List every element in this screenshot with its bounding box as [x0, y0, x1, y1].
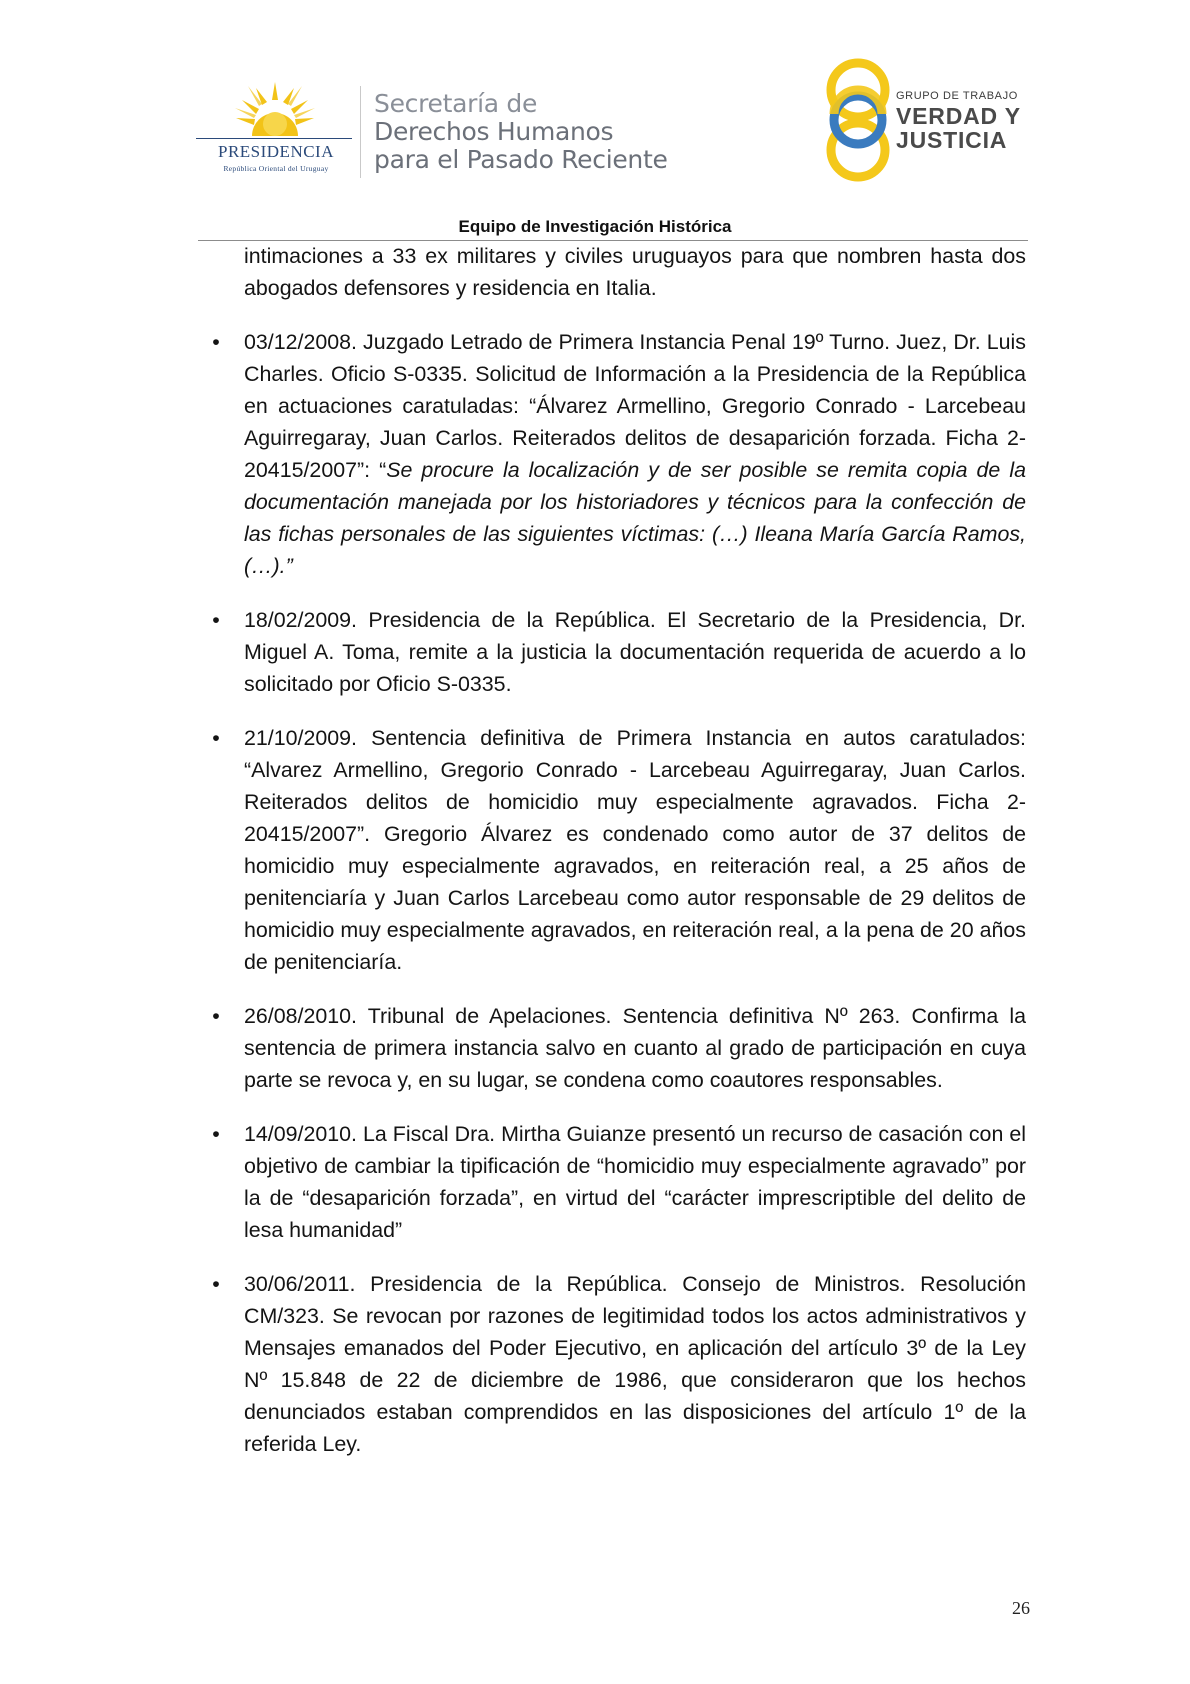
interlocked-rings-icon: [822, 56, 894, 184]
secretaria-line-2: Derechos Humanos: [374, 117, 614, 146]
bullet: •: [212, 1122, 220, 1146]
document-body: [212, 240, 1026, 1460]
presidencia-subtitle: República Oriental del Uruguay: [223, 164, 329, 173]
list-item-plain-text: 03/12/2008. Juzgado Letrado de Primera Instancia Penal 19º Turno. Juez, Dr. Luis Charles. Oficio S-0335. Solicitud de Información a la Presidencia de la República en actuaciones caratuladas: “Álvarez Armellino, Gregorio Conrado - Larcebeau Aguirregaray, Juan Carlos. Reiterados delitos de desaparición forzada. Ficha 2-20415/2007”: “: [244, 330, 1026, 482]
page-number: 26: [1012, 1598, 1030, 1618]
presidencia-title: PRESIDENCIA: [217, 142, 334, 161]
bullet: •: [212, 330, 220, 354]
list-item-text: 30/06/2011. Presidencia de la República. Consejo de Ministros. Resolución CM/323. Se revocan por razones de legitimidad todos los actos administrativos y Mensajes emanados del Poder Ejecutivo, en aplicación del artículo 3º de la Ley Nº 15.848 de 22 de diciembre de 1986, que consideraron que los hechos denunciados estaban comprendidos en las disposiciones del artículo 1º de la referida Ley.: [244, 1272, 1026, 1456]
grupo-label: GRUPO DE TRABAJO: [896, 90, 1018, 102]
bullet: •: [212, 726, 220, 750]
presidencia-rule: [196, 138, 352, 139]
list-item-text: 26/08/2010. Tribunal de Apelaciones. Sentencia definitiva Nº 263. Confirma la sentencia de primera instancia salvo en cuanto al grado de participación en cuya parte se revoca y, en su lugar, se condena como coautores responsables.: [244, 1004, 1026, 1092]
logo-divider: [360, 86, 361, 178]
list-item: [212, 1000, 1026, 1096]
list-item-quote: Se procure la localización y de ser posible se remita copia de la documentación manejada por los historiadores y técnicos para la confección de las fichas personales de las siguientes víctimas: (…) Ileana María García Ramos, (…).”: [244, 458, 1026, 578]
bullet: •: [212, 1004, 220, 1028]
sun-emblem-icon: [234, 80, 316, 138]
presidencia-logo: [196, 80, 356, 180]
list-item-text: 21/10/2009. Sentencia definitiva de Primera Instancia en autos caratulados: “Alvarez Armellino, Gregorio Conrado - Larcebeau Aguirregaray, Juan Carlos. Reiterados delitos de homicidio muy especialmente agravados. Ficha 2-20415/2007”. Gregorio Álvarez es condenado como autor de 37 delitos de homicidio muy especialmente agravados, en reiteración real, a 25 años de penitenciaría y Juan Carlos Larcebeau como autor responsable de 29 delitos de homicidio muy especialmente agravados, en reiteración real, a la pena de 20 años de penitenciaría.: [244, 726, 1026, 974]
list-item: [212, 722, 1026, 978]
list-item-text: [244, 326, 1026, 582]
team-title: Equipo de Investigación Histórica: [458, 217, 732, 236]
verdad-justicia-logo: [822, 56, 1042, 184]
bullet: •: [212, 1272, 220, 1296]
list-item: [212, 326, 1026, 582]
intro-paragraph: intimaciones a 33 ex militares y civiles uruguayos para que nombren hasta dos abogados defensores y residencia en Italia.: [244, 244, 1026, 300]
secretaria-line-3: para el Pasado Reciente: [374, 145, 668, 174]
bullet: •: [212, 608, 220, 632]
secretaria-logo-text: [374, 90, 668, 174]
list-item-text: 14/09/2010. La Fiscal Dra. Mirtha Guianze presentó un recurso de casación con el objetivo de cambiar la tipificación de “homicidio muy especialmente agravado” por la de “desaparición forzada”, en virtud del “carácter imprescriptible del delito de lesa humanidad”: [244, 1122, 1026, 1242]
list-item: [212, 1118, 1026, 1246]
list-item-text: 18/02/2009. Presidencia de la República. El Secretario de la Presidencia, Dr. Miguel A. Toma, remite a la justicia la documentación requerida de acuerdo a lo solicitado por Oficio S-0335.: [244, 608, 1026, 696]
justicia-label: JUSTICIA: [896, 127, 1008, 153]
list-item: [212, 1268, 1026, 1460]
verdad-label: VERDAD Y: [896, 103, 1021, 129]
list-item: [212, 604, 1026, 700]
secretaria-line-1: Secretaría de: [374, 89, 538, 118]
